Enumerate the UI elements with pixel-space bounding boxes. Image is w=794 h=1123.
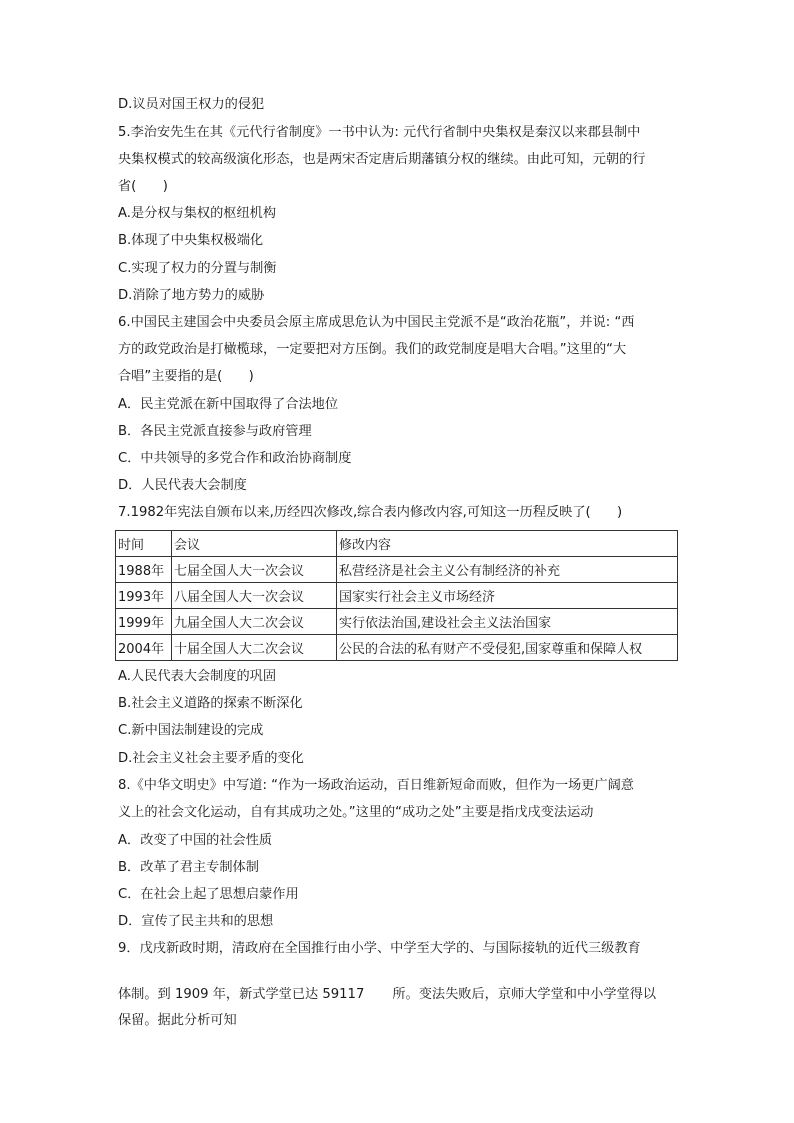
q6-stem-line2: 方的政党政治是打橄榄球，一定要把对方压倒。我们的政党制度是唱大合唱。”这里的“大 — [118, 342, 627, 357]
q7-stem-line1: 7.1982年宪法自颁布以来,历经四次修改,综合表内修改内容,可知这一历程反映了( ) — [118, 505, 623, 520]
q8-option-c: C．在社会上起了思想启蒙作用 — [118, 887, 299, 902]
table-cell: 1988年 — [116, 557, 172, 583]
q6-option-c: C．中共领导的多党合作和政治协商制度 — [118, 451, 352, 466]
q5-stem-line2: 央集权模式的较高级演化形态，也是两宋否定唐后期藩镇分权的继续。由此可知，元朝的行 — [118, 152, 646, 167]
q5-option-b: B.体现了中央集权极端化 — [118, 233, 264, 248]
q9-stem-line2 — [118, 986, 656, 1004]
table-cell: 九届全国人大二次会议 — [172, 609, 337, 635]
table-cell: 十届全国人大二次会议 — [172, 635, 337, 661]
table-cell: 八届全国人大一次会议 — [172, 583, 337, 609]
table-header-cell: 修改内容 — [337, 531, 678, 557]
table-row — [116, 557, 678, 583]
table-cell: 1993年 — [116, 583, 172, 609]
table-row — [116, 583, 678, 609]
q7-option-b: B.社会主义道路的探索不断深化 — [118, 696, 303, 711]
q8-stem-line1: 8.《中华文明史》中写道: “作为一场政治运动，百日维新短命而败，但作为一场更广阔意 — [118, 778, 634, 793]
table-row — [116, 635, 678, 661]
q5-option-d: D.消除了地方势力的威胁 — [118, 288, 265, 303]
table-cell: 1999年 — [116, 609, 172, 635]
table-header-cell: 会议 — [172, 531, 337, 557]
q5-stem-line1: 5.李治安先生在其《元代行省制度》一书中认为: 元代行省制中央集权是秦汉以来郡县制中 — [118, 125, 641, 140]
table-cell: 私营经济是社会主义公有制经济的补充 — [337, 557, 678, 583]
table-cell: 国家实行社会主义市场经济 — [337, 583, 678, 609]
q5-option-a: A.是分权与集权的枢纽机构 — [118, 206, 277, 221]
q9-stem-line2-part2: 所。变法失败后，京师大学堂和中小学堂得以 — [392, 987, 657, 1002]
q6-stem-line3: 合唱”主要指的是( ) — [118, 369, 254, 384]
table-cell: 实行依法治国,建设社会主义法治国家 — [337, 609, 678, 635]
table-cell: 公民的合法的私有财产不受侵犯,国家尊重和保障人权 — [337, 635, 678, 661]
q8-option-b: B．改革了君主专制体制 — [118, 860, 259, 875]
table-header-row — [116, 531, 678, 557]
q7-option-d: D.社会主义社会主要矛盾的变化 — [118, 751, 304, 766]
table-cell: 七届全国人大一次会议 — [172, 557, 337, 583]
q6-option-b: B．各民主党派直接参与政府管理 — [118, 424, 312, 439]
q4-option-d: D.议员对国王权力的侵犯 — [118, 97, 265, 112]
q9-stem-line1: 9．戊戌新政时期，清政府在全国推行由小学、中学至大学的、与国际接轨的近代三级教育 — [118, 941, 641, 956]
q5-stem-line3: 省( ) — [118, 179, 168, 194]
q6-stem-line1: 6.中国民主建国会中央委员会原主席成思危认为中国民主党派不是“政治花瓶”，并说: “西 — [118, 315, 635, 330]
q9-stem-line2-part1: 体制。到 1909 年，新式学堂已达 59117 — [118, 987, 365, 1002]
table-header-cell: 时间 — [116, 531, 172, 557]
q6-option-a: A．民主党派在新中国取得了合法地位 — [118, 397, 339, 412]
q7-option-a: A.人民代表大会制度的巩固 — [118, 669, 277, 684]
table-row — [116, 609, 678, 635]
amendment-table — [115, 530, 678, 661]
q8-option-a: A．改变了中国的社会性质 — [118, 833, 273, 848]
q6-option-d: D．人民代表大会制度 — [118, 478, 247, 493]
q8-option-d: D．宣传了民主共和的思想 — [118, 914, 274, 929]
q7-option-c: C.新中国法制建设的完成 — [118, 723, 264, 738]
table-cell: 2004年 — [116, 635, 172, 661]
q5-option-c: C.实现了权力的分置与制衡 — [118, 261, 277, 276]
q8-stem-line2: 义上的社会文化运动，自有其成功之处。”这里的“成功之处”主要是指戊戌变法运动 — [118, 805, 594, 820]
q9-stem-line3: 保留。据此分析可知 — [118, 1013, 237, 1028]
